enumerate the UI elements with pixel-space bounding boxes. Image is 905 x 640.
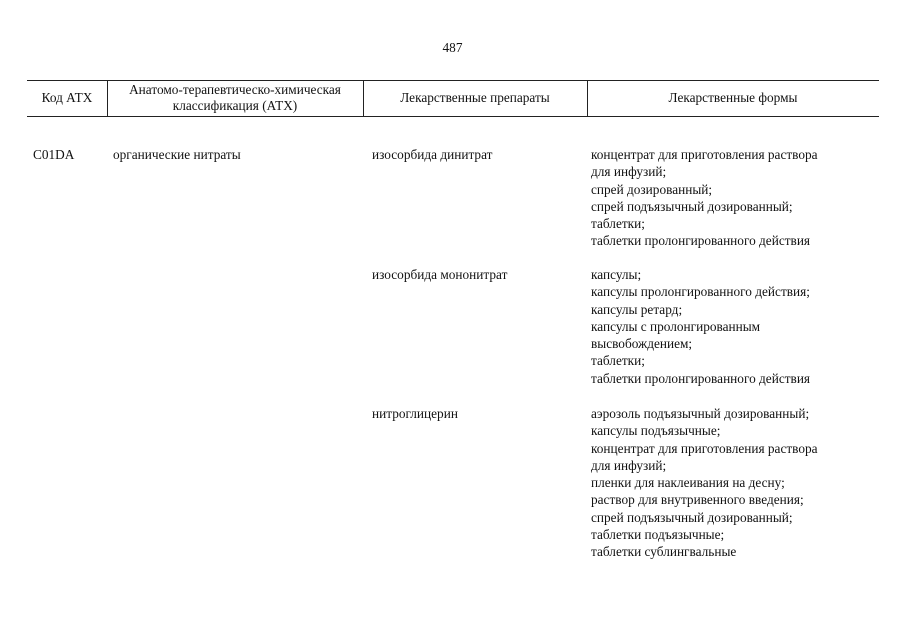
drug-name: изосорбида мононитрат [372,267,508,282]
atc-code-cell: C01DA [33,147,75,162]
dosage-form: спрей подъязычный дозированный; [591,509,793,525]
dosage-form: таблетки пролонгированного действия [591,233,811,249]
drug-name: нитроглицерин [372,406,458,421]
dosage-form: раствор для внутривенного введения; [591,492,804,508]
dosage-form: таблетки сублингвальные [591,544,737,560]
header-drugs: Лекарственные препараты [400,90,550,105]
dosage-form: для инфузий; [591,457,667,473]
dosage-form: концентрат для приготовления раствора [591,147,818,162]
header-atc-classification: Анатомо-терапевтическо-химическая классификация (АТХ) [129,82,341,113]
dosage-forms-list [591,405,818,561]
dosage-form: таблетки; [591,353,645,369]
dosage-form: капсулы ретард; [591,301,683,317]
dosage-form: для инфузий; [591,164,667,180]
dosage-form: таблетки; [591,216,645,232]
dosage-forms-list [591,146,818,250]
dosage-form: капсулы; [591,267,642,282]
dosage-forms-list [591,266,810,387]
dosage-form: спрей подъязычный дозированный; [591,198,793,214]
dosage-form: пленки для наклеивания на десну; [591,475,785,491]
dosage-form: таблетки подъязычные; [591,527,725,543]
dosage-form: аэрозоль подъязычный дозированный; [591,406,810,421]
dosage-form: таблетки пролонгированного действия [591,370,811,386]
header-dosage-forms: Лекарственные формы [668,90,798,105]
page-number: 487 [442,40,463,55]
dosage-form: капсулы подъязычные; [591,423,721,439]
header-atc-code: Код АТХ [41,90,93,105]
dosage-form: спрей дозированный; [591,181,713,197]
table-header-bottom-rule [27,116,879,117]
dosage-form: концентрат для приготовления раствора [591,440,818,456]
dosage-form: капсулы пролонгированного действия; [591,284,810,300]
dosage-form: высвобождением; [591,336,693,352]
drug-name: изосорбида динитрат [372,147,493,162]
dosage-form: капсулы с пролонгированным [591,318,761,334]
classification-cell: органические нитраты [113,147,241,162]
